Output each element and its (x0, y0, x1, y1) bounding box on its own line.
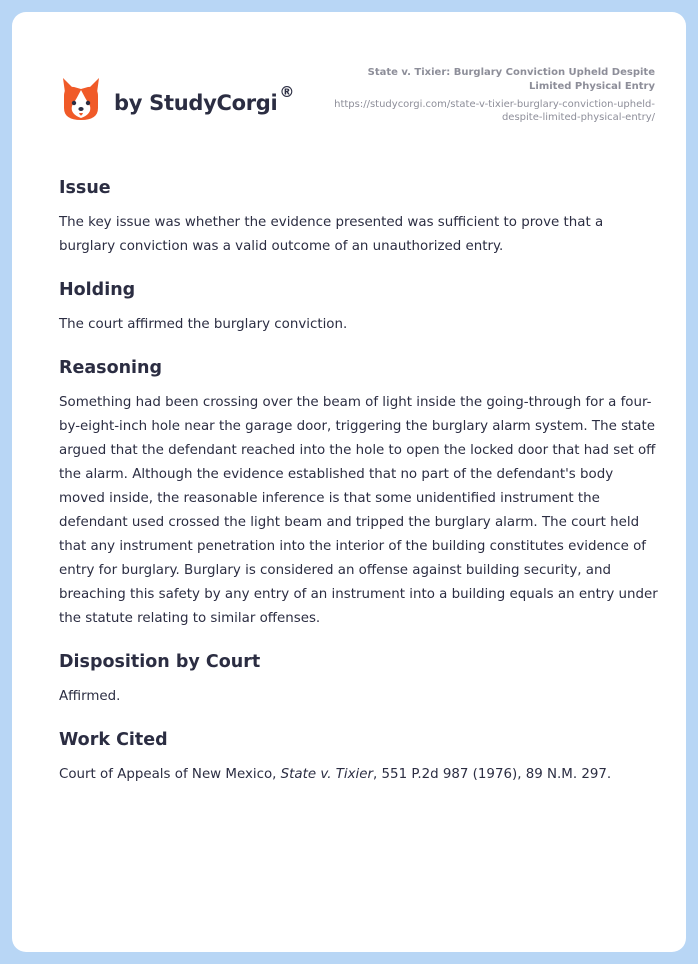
citation-prefix: Court of Appeals of New Mexico, (59, 767, 281, 782)
registered-mark: ® (279, 83, 295, 101)
document-title: State v. Tixier: Burglary Conviction Upheld Despite Limited Physical Entry (367, 67, 655, 92)
holding-text: The court affirmed the burglary conviction. (59, 317, 348, 332)
issue-heading: Issue (59, 178, 111, 198)
document-url[interactable]: https://studycorgi.com/state-v-tixier-burglary-conviction-upheld-despite-limited-physical-entry/ (334, 99, 655, 123)
citation-case-name: State v. Tixier (280, 767, 374, 782)
document-body (59, 175, 659, 803)
work-cited-heading: Work Cited (59, 730, 168, 750)
citation-suffix: , 551 P.2d 987 (1976), 89 N.M. 297. (373, 767, 612, 782)
disposition-text: Affirmed. (59, 689, 121, 704)
reasoning-heading: Reasoning (59, 358, 163, 378)
holding-heading: Holding (59, 280, 136, 300)
disposition-heading: Disposition by Court (59, 652, 261, 672)
work-cited-entry (59, 763, 659, 787)
brand-name: by StudyCorgi ® (114, 83, 295, 115)
issue-text: The key issue was whether the evidence presented was sufficient to prove that a burglary conviction was a valid outcome of an unauthorized entry. (59, 215, 604, 254)
studycorgi-logo[interactable] (60, 76, 294, 124)
reasoning-text: Something had been crossing over the beam of light inside the going-through for a four-by-eight-inch hole near the garage door, triggering the burglary alarm system. The state argued that the defendant reached into the hole to open the locked door that had set off the alarm. Although the evidence established that no part of the defendant's body moved inside, the reasonable inference is that some unidentified instrument the defendant used crossed the light beam and tripped the burglary alarm. The court held that any instrument penetration into the interior of the building constitutes evidence of entry for burglary. Burglary is considered an offense against building security, and breaching this safety by any entry of an instrument into a building equals an entry under the statute relating to similar offenses. (59, 395, 658, 626)
corgi-icon (60, 76, 102, 124)
document-meta (325, 66, 655, 124)
document-page (12, 12, 686, 952)
